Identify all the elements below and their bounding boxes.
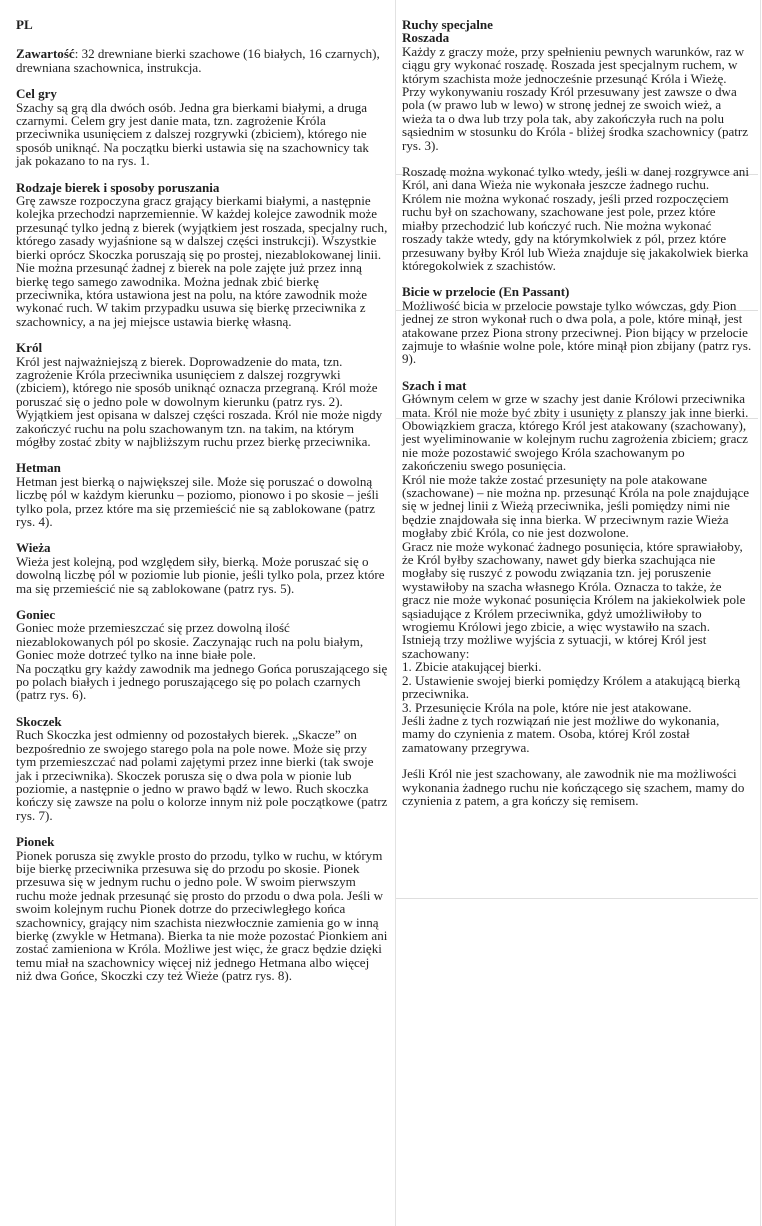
section-bishop <box>16 608 388 702</box>
section-pawn <box>16 835 388 982</box>
section-title: Król <box>16 340 43 356</box>
section-castling <box>402 18 752 152</box>
section-text: Każdy z graczy może, przy spełnieniu pewnych warunków, raz w ciągu gry wykonać roszadę. Roszada jest specjalnym ruchem, w którym szachista może jednocześnie przesunąć Króla i Wieżę. Przy wykonywaniu roszady Król przesuwany jest zawsze o dwa pola (w prawo lub w lewo) w stronę jednej ze swoich wież, a wieża ta o dwa lub trzy pola tak, aby zakończyła ruch na polu sąsiednim w stosunku do Króla - bliżej środka szachownicy (patrz rys. 3). <box>402 43 749 153</box>
section-pieces <box>16 181 388 328</box>
section-text: Gracz nie może wykonać żadnego posunięcia, które sprawiałoby, że Król byłby szachowany, nawet gdy bierka szachująca nie mogłaby się ruszyć z powodu związania tzn. jej poruszenie wystawiłoby na szacha własnego Króla. Oznacza to także, że gracz nie może wykonać posunięcia Królem na jakiekolwiek pole sąsiadujące z Królem przeciwnika, gdyż umożliwiłoby to wrogiemu Królowi jego zbicie, a więc wystawiło na szach. <box>402 538 746 635</box>
section-title: Cel gry <box>16 86 57 102</box>
section-text: Goniec może przemieszczać się przez dowolną ilość niezablokowanych pól po skosie. Zaczynając ruch na polu białym, Goniec może dotrzeć tylko na inne białe pole. <box>16 620 364 663</box>
section-text: Król nie może także zostać przesunięty na pole atakowane (szachowane) – nie można np. przesunąć Króla na pole znajdujące się w jednej linii z Wieżą przeciwnika, jeśli pomiędzy nimi nie będzie znajdowała się inna bierka. W przeciwnym razie Wieża mogłaby zbić Króla, co nie jest dozwolone. <box>402 471 750 541</box>
language-heading: PL <box>16 17 33 32</box>
section-text: Możliwość bicia w przelocie powstaje tylko wówczas, gdy Pion jednej ze stron wykonał ruch o dwa pola, a pole, które minął, jest atakowane przez Piona strony przeciwnej. Pion bijący w przelocie zajmuje to właśnie wolne pole, które minął pion zbijany (patrz rys. 9). <box>402 297 752 367</box>
section-text: Grę zawsze rozpoczyna gracz grający bierkami białymi, a następnie kolejka przechodzi naprzemiennie. W każdej kolejce zawodnik może przesunąć tylko jedną z bierek (wyjątkiem jest roszada, specjalny ruch, którego zasady wyjaśnione są w dalszej części instrukcji). Wszystkie bierki oprócz Skoczka poruszają się po prostej, niezablokowanej linii. Nie można przesunąć żadnej z bierek na pole zajęte już przez inną bierkę tego samego zawodnika. Można jednak zbić bierkę przeciwnika, która ustawiona jest na polu, na które zawodnik może wykonać ruch. W takim przypadku usuwa się bierkę przeciwnika z szachownicy, a na jej miejsce ustawia bierkę własną. <box>16 193 388 329</box>
list-item: 2. Ustawienie swojej bierki pomiędzy Królem a atakującą bierką przeciwnika. <box>402 672 741 702</box>
section-title: Skoczek <box>16 713 62 729</box>
subsection-title: Roszada <box>402 30 450 46</box>
section-text: Na początku gry każdy zawodnik ma jednego Gońca poruszającego się po polach białych i jednego poruszającego się po polach czarnych (patrz rys. 6). <box>16 660 388 703</box>
section-title: Pionek <box>16 834 55 850</box>
contents-text: : 32 drewniane bierki szachowe (16 białych, 16 czarnych), drewniana szachownica, instrukcja. <box>16 46 380 75</box>
section-title: Rodzaje bierek i sposoby poruszania <box>16 179 220 195</box>
section-en-passant <box>402 285 752 365</box>
right-column <box>402 18 752 807</box>
section-text: Jeśli żadne z tych rozwiązań nie jest możliwe do wykonania, mamy do czynienia z matem. Osoba, której Król został zamatowany przegrywa. <box>402 712 720 755</box>
section-title: Hetman <box>16 460 61 476</box>
section-checkmate <box>402 379 752 754</box>
section-title: Ruchy specjalne <box>402 17 493 32</box>
section-text: Król jest najważniejszą z bierek. Doprowadzenie do mata, tzn. zagrożenie Króla przeciwnika usunięciem z dalszej rozgrywki (zbiciem), którego nie sposób uniknąć oznacza przegraną. Król może poruszać się o jedno pole w dowolnym kierunku (patrz rys. 2). Wyjątkiem jest opisana w dalszej części roszada. Król nie może nigdy zakończyć ruchu na polu szachowanym tzn. na takim, na którym mógłby zostać zbity w najbliższym ruchu przez bierkę przeciwnika. <box>16 353 383 449</box>
section-title: Szach i mat <box>402 377 467 393</box>
section-goal <box>16 87 388 167</box>
section-title: Goniec <box>16 607 56 623</box>
section-queen <box>16 461 388 528</box>
section-rook <box>16 541 388 595</box>
contents-paragraph <box>16 47 388 74</box>
divider-line <box>396 898 758 899</box>
left-column <box>16 18 388 996</box>
castling-rules-text: Roszadę można wykonać tylko wtedy, jeśli w danej rozgrywce ani Król, ani dana Wieża nie wykonała jeszcze żadnego ruchu. Królem nie można wykonać roszady, jeśli przed rozpoczęciem ruchu był on szachowany, szachowane jest pole, przez które miałby przechodzić lub kończyć ruch. Nie można wykonać roszady także wtedy, gdy na którymkolwiek z pól, przez które przesuwany byłby Król lub Wieża znajduje się jakakolwiek bierka któregokolwiek z szachistów. <box>402 164 749 273</box>
section-knight <box>16 715 388 822</box>
contents-label: Zawartość <box>16 46 75 62</box>
section-text: Ruch Skoczka jest odmienny od pozostałych bierek. „Skacze” on bezpośrednio ze swojego starego pola na pole nowe. Może się przy tym przemieszczać nad polami zajętymi przez inne bierki (tak swoje jak i przeciwnika). Skoczek porusza się o dwa pola w pionie lub poziomie, a następnie o jedno w prawo bądź w lewo. Ruch skoczka kończy się zawsze na polu o kolorze innym niż pole początkowe (patrz rys. 7). <box>16 727 388 823</box>
section-text: Szachy są grą dla dwóch osób. Jedna gra bierkami białymi, a druga czarnymi. Celem gry jest danie mata, tzn. zagrożenie Króla przeciwnika usunięciem z dalszej rozgrywki (zbiciem), którego nie sposób uniknąć. Na początku bierki ustawia się na szachownicy tak jak pokazano to na rys. 1. <box>16 99 369 169</box>
list-item: 3. Przesunięcie Króla na pole, które nie jest atakowane. <box>402 699 692 715</box>
section-text: Istnieją trzy możliwe wyjścia z sytuacji, w której Król jest szachowany: <box>402 632 707 661</box>
section-text: Hetman jest bierką o największej sile. Może się poruszać o dowolną liczbę pól w każdym kierunku – poziomo, pionowo i po skosie – jeśli tylko pola, przez które ma się przemieścić nie są zablokowane (patrz rys. 4). <box>16 473 379 529</box>
list-item: 1. Zbicie atakującej bierki. <box>402 659 542 675</box>
section-text: Pionek porusza się zwykle prosto do przodu, tylko w ruchu, w którym bije bierkę przeciwnika przesuwa się do przodu po skosie. Pionek przesuwa się w jednym ruchu o jedno pole. W swoim pierwszym ruchu może jednak przesunąć się prosto do przodu o dwa pola. Jeśli w swoim kolejnym ruchu Pionek dotrze do przeciwległego końca szachownicy, grający nim szachista niezwłocznie zamienia go w inną bierkę (zwykle w Hetmana). Bierka ta nie może pozostać Pionkiem ani zostać zamieniona w Króla. Możliwe jest więc, że gracz będzie dzięki temu miał na szachownicy więcej niż jednego Hetmana albo więcej niż dwa Gońce, Skoczki czy też Wieże (patrz rys. 8). <box>16 847 388 984</box>
section-title: Wieża <box>16 540 51 556</box>
section-text: Głównym celem w grze w szachy jest danie Królowi przeciwnika mata. Król nie może być zbity i usunięty z planszy jak inne bierki. Obowiązkiem gracza, którego Król jest atakowany (szachowany), jest wyeliminowanie w kolejnym ruchu zagrożenia zbiciem; gracz nie może pozostawić swojego Króla szachowanym po zakończeniu swego posunięcia. <box>402 391 749 474</box>
stalemate-text: Jeśli Król nie jest szachowany, ale zawodnik nie ma możliwości wykonania żadnego ruchu nie kończącego się szachem, mamy do czynienia z patem, a gra kończy się remisem. <box>402 766 745 808</box>
section-text: Wieża jest kolejną, pod względem siły, bierką. Może poruszać się o dowolną liczbę pól w poziomie lub pionie, jeśli tylko pola, przez które ma się przemieścić nie są zablokowane (patrz rys. 5). <box>16 553 385 596</box>
section-title: Bicie w przelocie (En Passant) <box>402 284 570 300</box>
section-king <box>16 341 388 448</box>
